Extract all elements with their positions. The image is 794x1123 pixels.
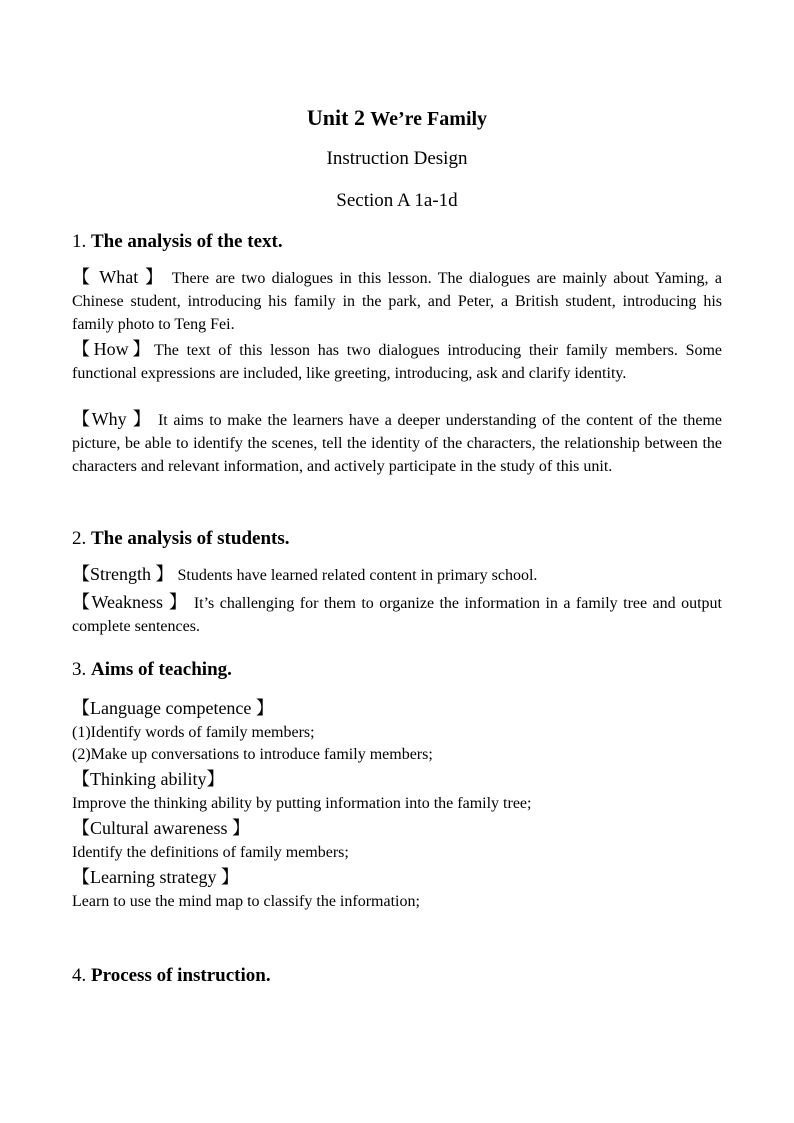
what-text: There are two dialogues in this lesson. The dialogues are mainly about Yaming, a Chinese student, introducing his family in the park, and Peter, a British student, introducing his family photo to Teng Fei.	[72, 270, 723, 333]
section-4-title: Process of instruction.	[91, 965, 271, 986]
thinking-ability-text: Improve the thinking ability by putting information into the family tree;	[72, 795, 532, 812]
section-2-title: The analysis of students.	[91, 528, 290, 549]
strength-text: Students have learned related content in primary school.	[177, 567, 538, 584]
title-unit: Unit 2	[306, 105, 365, 130]
thinking-ability-tag: 【Thinking ability】	[72, 769, 225, 789]
section-2-number: 2.	[72, 528, 87, 549]
how-tag: 【How】	[72, 339, 155, 359]
doc-section: Section A 1a-1d	[336, 190, 458, 211]
language-aim-1: (1)Identify words of family members;	[72, 724, 315, 741]
section-1-title: The analysis of the text.	[91, 231, 283, 252]
section-3-title: Aims of teaching.	[91, 659, 232, 680]
why-paragraph	[72, 408, 722, 478]
weakness-tag: 【Weakness 】	[72, 592, 189, 612]
learning-strategy-tag: 【Learning strategy 】	[72, 867, 239, 887]
strength-paragraph	[72, 563, 722, 587]
section-3-number: 3.	[72, 659, 87, 680]
strength-tag: 【Strength 】	[72, 564, 174, 584]
cultural-awareness-text: Identify the definitions of family members;	[72, 844, 349, 861]
doc-title	[0, 104, 794, 133]
section-4-number: 4.	[72, 965, 87, 986]
language-competence-tag: 【Language competence 】	[72, 698, 274, 718]
how-paragraph	[72, 338, 722, 385]
section-4-heading	[72, 964, 271, 988]
section-1-heading	[72, 230, 283, 254]
what-paragraph	[72, 266, 722, 336]
weakness-paragraph	[72, 591, 722, 638]
section-1-number: 1.	[72, 231, 87, 252]
why-tag: 【Why 】	[72, 409, 153, 429]
cultural-awareness-tag: 【Cultural awareness 】	[72, 818, 250, 838]
section-3-heading	[72, 658, 232, 682]
doc-subtitle: Instruction Design	[326, 148, 468, 169]
section-2-heading	[72, 527, 290, 551]
language-aim-2: (2)Make up conversations to introduce family members;	[72, 746, 433, 763]
why-text: It aims to make the learners have a deeper understanding of the content of the theme picture, be able to identify the scenes, tell the identity of the characters, the relationship between the characters and relevant information, and actively participate in the study of this unit.	[72, 412, 722, 475]
title-name: We’re Family	[370, 108, 488, 130]
what-tag: 【 What 】	[72, 267, 166, 287]
weakness-text: It’s challenging for them to organize the information in a family tree and output complete sentences.	[72, 595, 722, 635]
how-text: The text of this lesson has two dialogues introducing their family members. Some functional expressions are included, like greeting, introducing, ask and clarify identity.	[72, 342, 723, 382]
learning-strategy-text: Learn to use the mind map to classify the information;	[72, 893, 420, 910]
